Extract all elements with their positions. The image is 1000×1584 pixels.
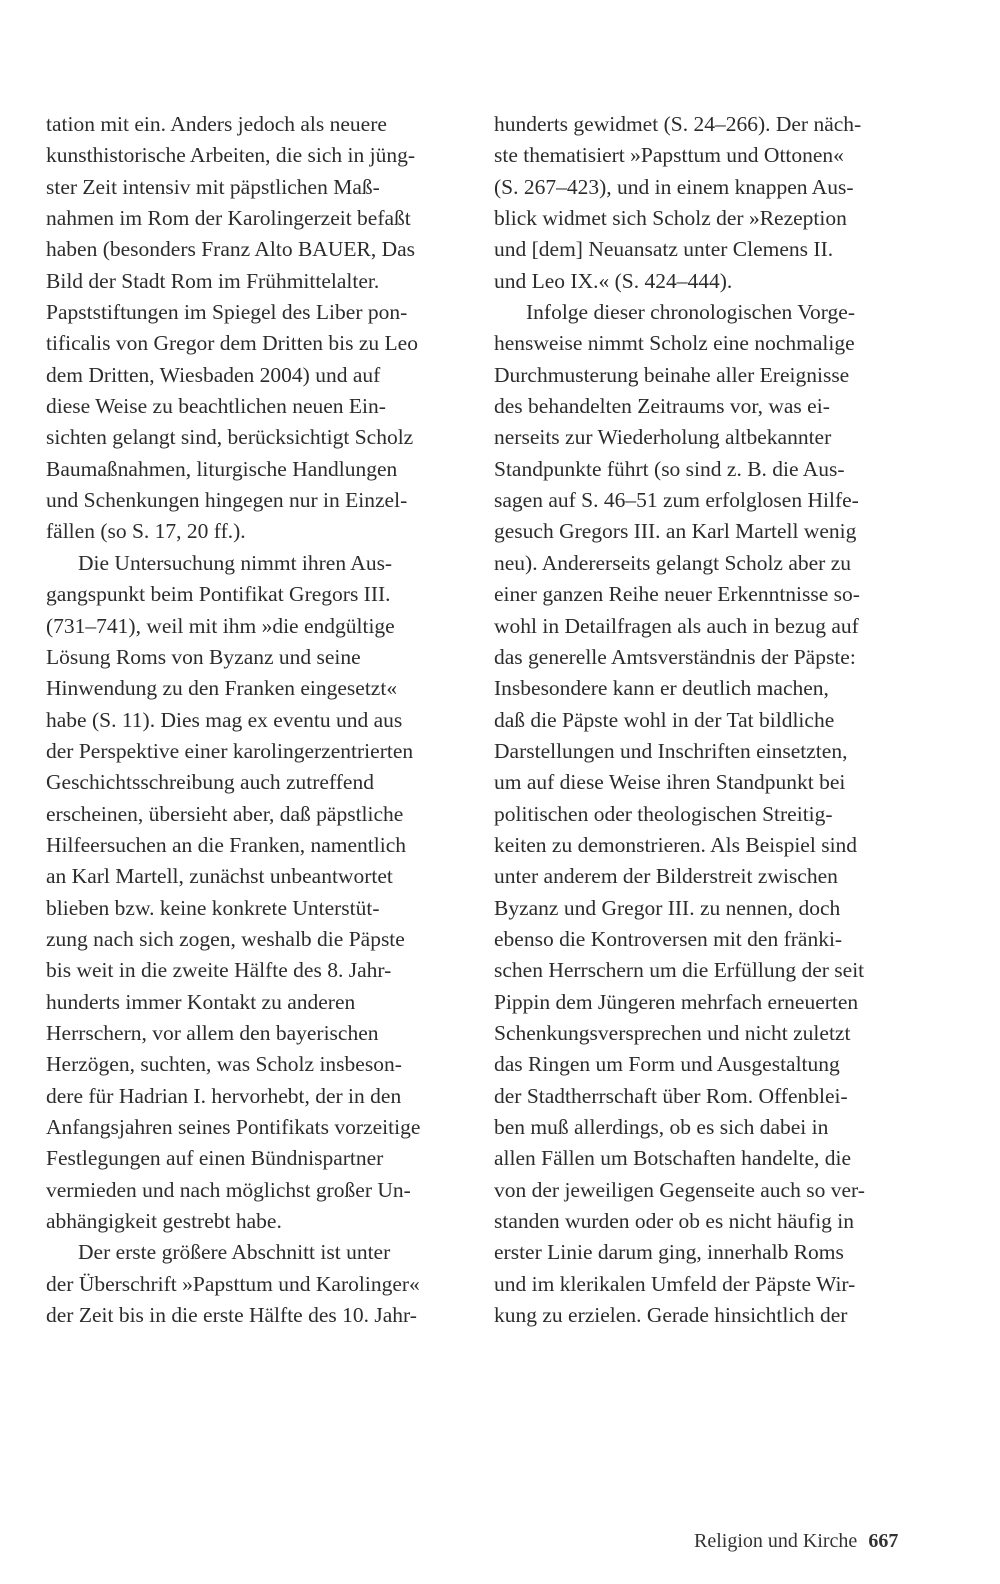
- text-line: sagen auf S. 46–51 zum erfolglosen Hilfe-: [494, 488, 859, 513]
- text-line: Bild der Stadt Rom im Frühmittelalter.: [46, 268, 380, 293]
- text-line: das Ringen um Form und Ausgestaltung: [494, 1052, 840, 1077]
- text-line: (731–741), weil mit ihm »die endgültige: [46, 613, 395, 638]
- text-line: von der jeweiligen Gegenseite auch so ver-: [494, 1177, 865, 1202]
- text-line: tation mit ein. Anders jedoch als neuere: [46, 112, 387, 136]
- text-line: Papststiftungen im Spiegel des Liber pon-: [46, 300, 408, 325]
- text-line: abhängigkeit gestrebt habe.: [46, 1209, 282, 1234]
- text-line: nahmen im Rom der Karolingerzeit befaßt: [46, 206, 411, 231]
- text-line: und im klerikalen Umfeld der Päpste Wir-: [494, 1271, 856, 1296]
- text-line: einer ganzen Reihe neuer Erkenntnisse so-: [494, 582, 860, 607]
- text-line: haben (besonders Franz Alto BAUER, Das: [46, 237, 416, 262]
- text-line: ster Zeit intensiv mit päpstlichen Maß-: [46, 174, 380, 199]
- text-line: und Schenkungen hingegen nur in Einzel-: [46, 488, 408, 513]
- text-line: des behandelten Zeitraums vor, was ei-: [494, 394, 830, 419]
- page-number: 667: [868, 1530, 899, 1552]
- footer-section-title: Religion und Kirche: [694, 1530, 858, 1552]
- text-line: zung nach sich zogen, weshalb die Päpste: [46, 926, 405, 951]
- text-line: Lösung Roms von Byzanz und seine: [46, 644, 361, 669]
- text-line: keiten zu demonstrieren. Als Beispiel sind: [494, 832, 858, 857]
- text-line: erster Linie darum ging, innerhalb Roms: [494, 1240, 844, 1265]
- text-line: Infolge dieser chronologischen Vorge-: [526, 300, 855, 325]
- text-line: Herzögen, suchten, was Scholz insbeson-: [46, 1052, 402, 1077]
- text-line: schen Herrschern um die Erfüllung der seit: [494, 958, 865, 983]
- text-line: gangspunkt beim Pontifikat Gregors III.: [46, 582, 391, 607]
- text-line: hensweise nimmt Scholz eine nochmalige: [494, 331, 855, 356]
- text-line: gesuch Gregors III. an Karl Martell wenig: [494, 519, 857, 544]
- text-line: allen Fällen um Botschaften handelte, die: [494, 1146, 852, 1171]
- text-line: Schenkungsversprechen und nicht zuletzt: [494, 1020, 851, 1045]
- text-line: blick widmet sich Scholz der »Rezeption: [494, 206, 847, 231]
- text-line: hunderts immer Kontakt zu anderen: [46, 989, 356, 1014]
- text-line: hunderts gewidmet (S. 24–266). Der näch-: [494, 112, 862, 136]
- left-text-column: [46, 109, 471, 1331]
- text-line: Die Untersuchung nimmt ihren Aus-: [78, 550, 393, 575]
- text-line: dere für Hadrian I. hervorhebt, der in den: [46, 1083, 402, 1108]
- text-line: fällen (so S. 17, 20 ff.).: [46, 519, 246, 544]
- text-line: neu). Andererseits gelangt Scholz aber zu: [494, 550, 852, 575]
- text-line: nerseits zur Wiederholung altbekannter: [494, 425, 832, 450]
- text-line: erscheinen, übersieht aber, daß päpstliche: [46, 801, 404, 826]
- text-line: ben muß allerdings, ob es sich dabei in: [494, 1115, 829, 1139]
- text-line: Baumaßnahmen, liturgische Handlungen: [46, 456, 398, 481]
- text-line: ebenso die Kontroversen mit den fränki-: [494, 926, 843, 951]
- text-line: der Stadtherrschaft über Rom. Offenblei-: [494, 1083, 848, 1108]
- text-line: Hilfeersuchen an die Franken, namentlich: [46, 832, 406, 857]
- text-line: Durchmusterung beinahe aller Ereignisse: [494, 362, 850, 387]
- text-line: Hinwendung zu den Franken eingesetzt«: [46, 676, 398, 701]
- text-line: um auf diese Weise ihren Standpunkt bei: [494, 770, 846, 795]
- text-line: Byzanz und Gregor III. zu nennen, doch: [494, 895, 841, 920]
- text-line: bis weit in die zweite Hälfte des 8. Jahr-: [46, 958, 392, 983]
- text-line: Herrschern, vor allem den bayerischen: [46, 1020, 379, 1045]
- text-line: der Zeit bis in die erste Hälfte des 10. Jahr-: [46, 1303, 417, 1328]
- text-line: an Karl Martell, zunächst unbeantwortet: [46, 864, 393, 889]
- text-line: vermieden und nach möglichst großer Un-: [46, 1177, 411, 1202]
- running-footer: [694, 1530, 898, 1553]
- text-line: (S. 267–423), und in einem knappen Aus-: [494, 174, 854, 199]
- text-line: und Leo IX.« (S. 424–444).: [494, 268, 733, 293]
- text-line: sichten gelangt sind, berücksichtigt Scholz: [46, 425, 414, 450]
- text-line: kung zu erzielen. Gerade hinsichtlich der: [494, 1303, 848, 1328]
- text-line: dem Dritten, Wiesbaden 2004) und auf: [46, 362, 381, 387]
- text-line: wohl in Detailfragen als auch in bezug auf: [494, 613, 859, 638]
- text-line: blieben bzw. keine konkrete Unterstüt-: [46, 895, 380, 920]
- text-line: Geschichtsschreibung auch zutreffend: [46, 770, 374, 795]
- text-line: Insbesondere kann er deutlich machen,: [494, 676, 829, 701]
- text-line: daß die Päpste wohl in der Tat bildliche: [494, 707, 835, 732]
- text-line: unter anderem der Bilderstreit zwischen: [494, 864, 838, 889]
- text-line: Der erste größere Abschnitt ist unter: [78, 1240, 391, 1265]
- text-line: standen wurden oder ob es nicht häufig in: [494, 1209, 855, 1234]
- text-line: Festlegungen auf einen Bündnispartner: [46, 1146, 384, 1171]
- text-line: kunsthistorische Arbeiten, die sich in jüng-: [46, 143, 416, 168]
- text-line: habe (S. 11). Dies mag ex eventu und aus: [46, 707, 403, 732]
- text-line: der Überschrift »Papsttum und Karolinger«: [46, 1271, 420, 1296]
- text-line: politischen oder theologischen Streitig-: [494, 801, 833, 826]
- text-line: und [dem] Neuansatz unter Clemens II.: [494, 237, 834, 262]
- right-text-column: [494, 109, 924, 1331]
- text-line: diese Weise zu beachtlichen neuen Ein-: [46, 394, 386, 419]
- text-line: Darstellungen und Inschriften einsetzten,: [494, 738, 848, 763]
- text-line: Pippin dem Jüngeren mehrfach erneuerten: [494, 989, 859, 1014]
- text-line: Anfangsjahren seines Pontifikats vorzeitige: [46, 1115, 421, 1139]
- text-line: ste thematisiert »Papsttum und Ottonen«: [494, 143, 844, 168]
- text-line: das generelle Amtsverständnis der Päpste:: [494, 644, 856, 669]
- text-line: der Perspektive einer karolingerzentrierten: [46, 738, 414, 763]
- text-line: Standpunkte führt (so sind z. B. die Aus-: [494, 456, 845, 481]
- text-line: tificalis von Gregor dem Dritten bis zu Leo: [46, 331, 418, 356]
